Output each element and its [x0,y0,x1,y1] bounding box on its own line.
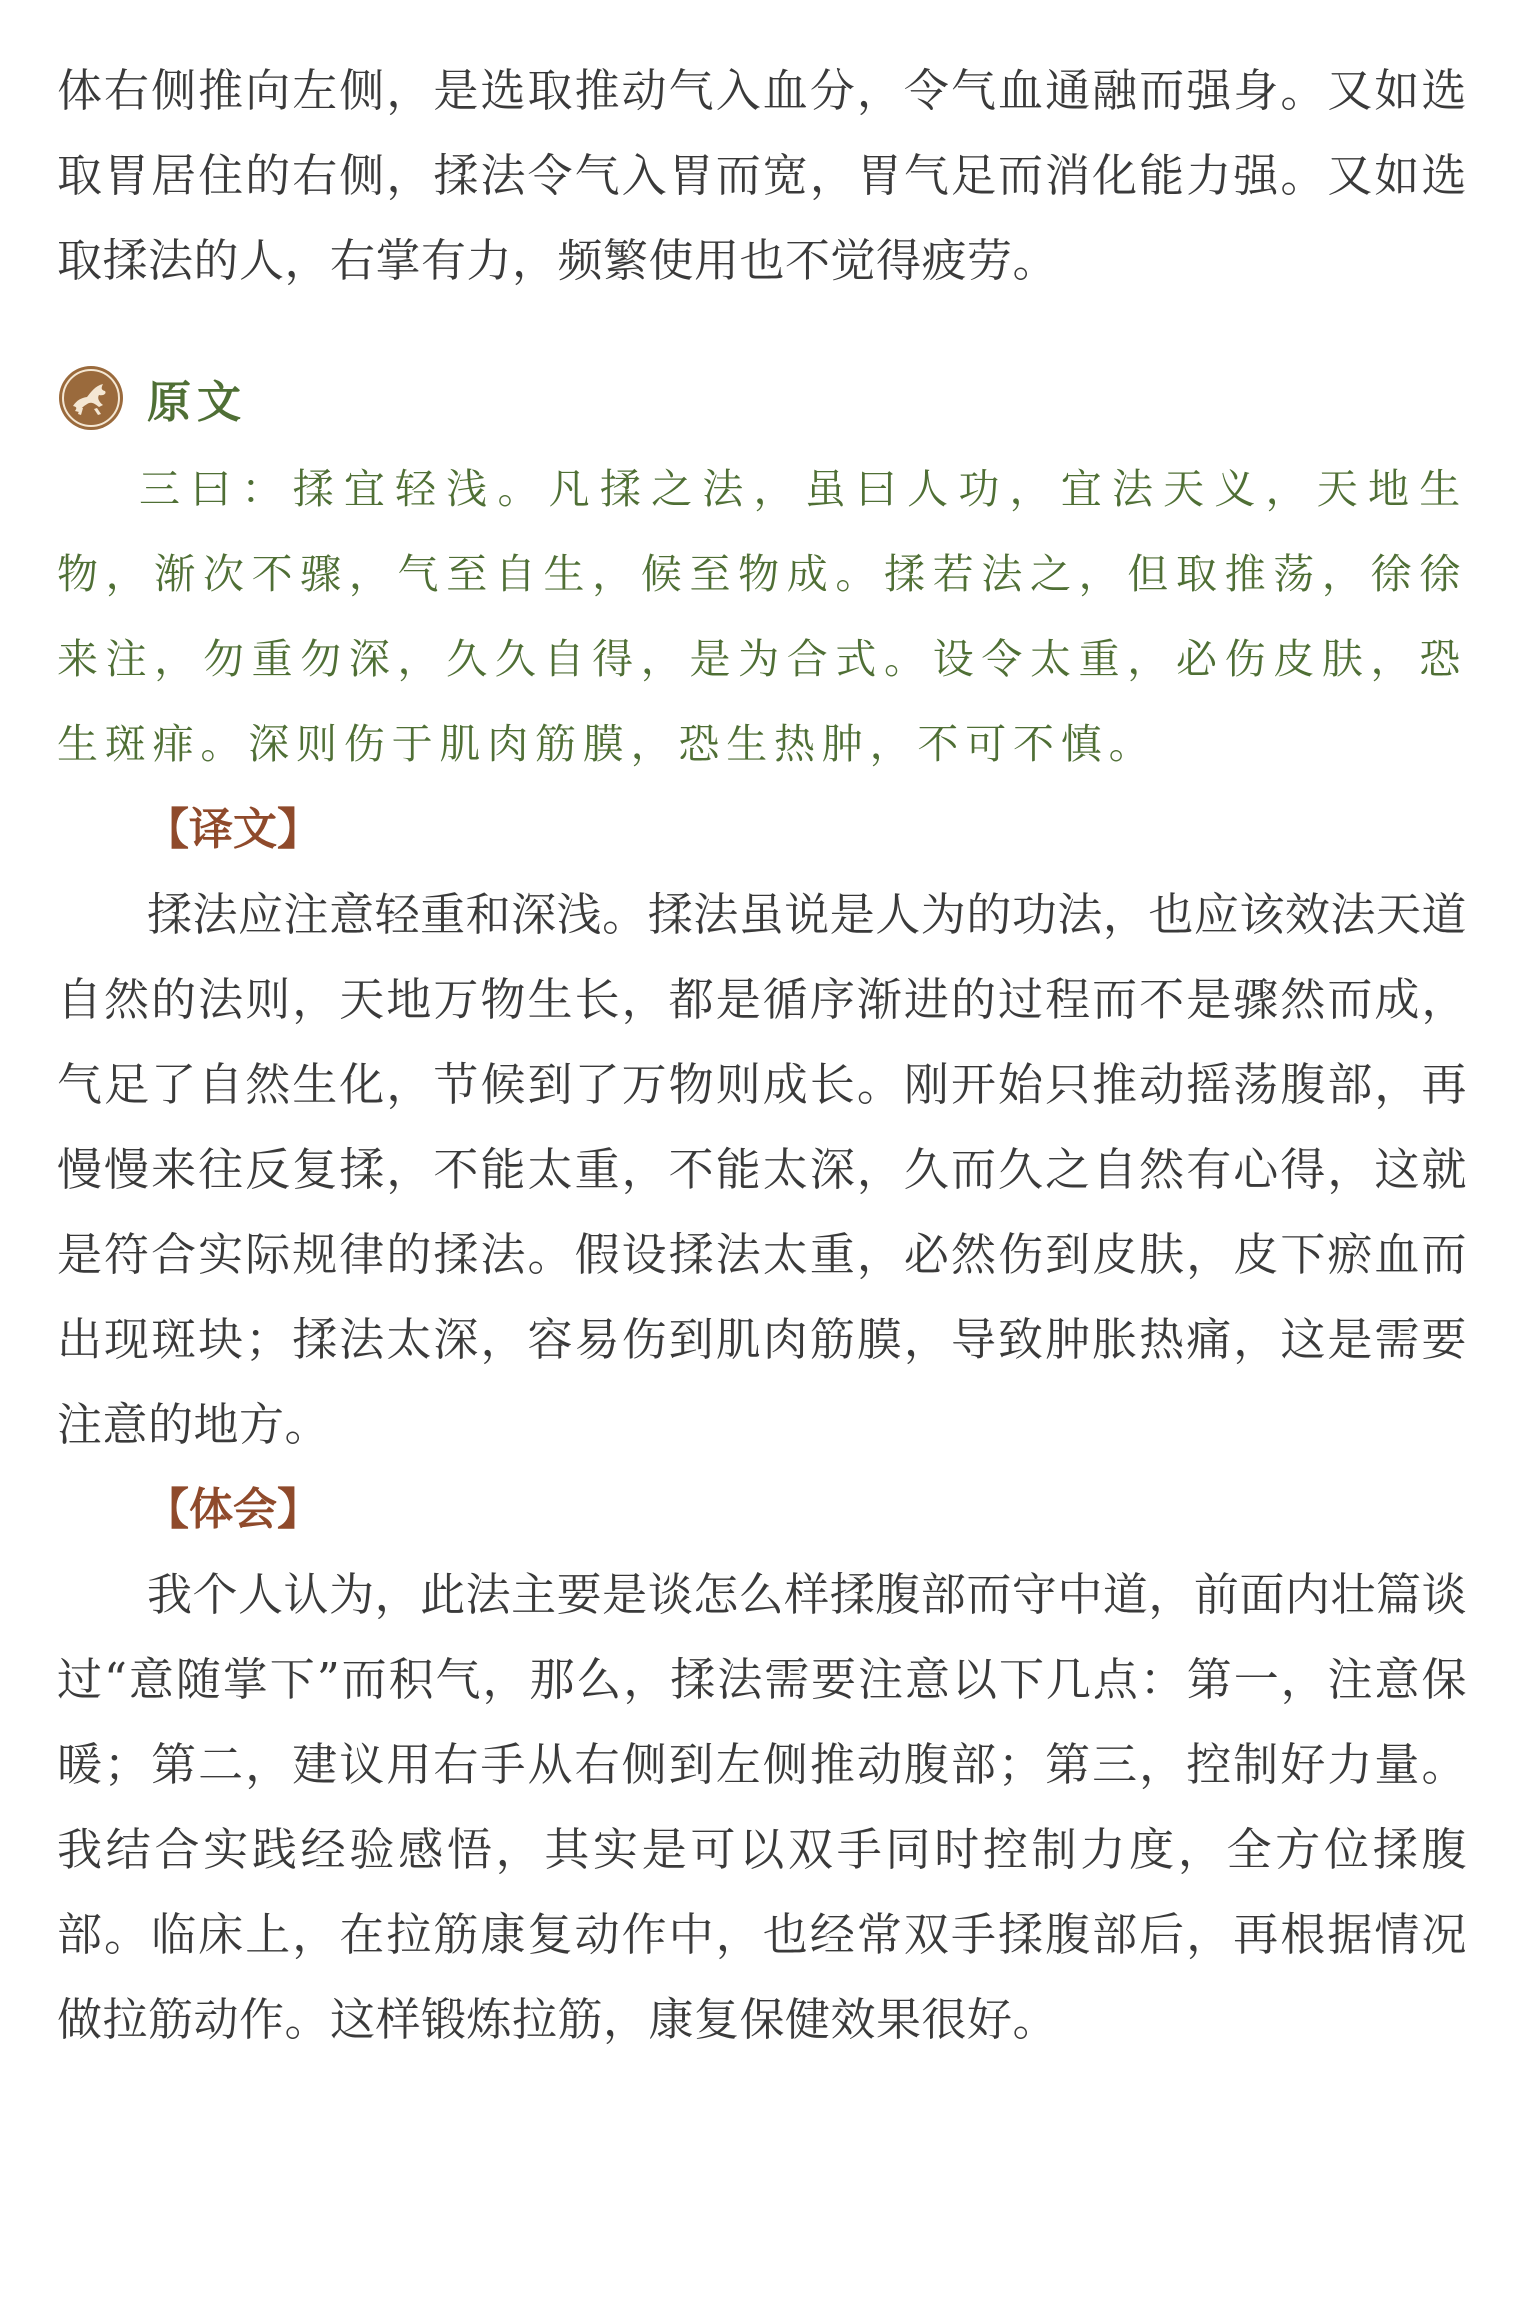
horse-seal-emblem-icon [57,364,125,432]
experience-heading-close-bracket: 】 [277,1484,321,1535]
intro-paragraph: 体右侧推向左侧，是选取推动气入血分，令气血通融而强身。又如选取胃居住的右侧，揉法令气入胃而宽，胃气足而消化能力强。又如选取揉法的人，右掌有力，频繁使用也不觉得疲劳。 [57,64,1467,287]
translation-heading-open-bracket: 【 [145,804,189,855]
translation-heading [57,787,1467,872]
classical-text: 三曰：揉宜轻浅。凡揉之法，虽曰人功，宜法天义，天地生物，渐次不骤，气至自生，候至物成。揉若法之，但取推荡，徐徐来注，勿重勿深，久久自得，是为合式。设令太重，必伤皮肤，恐生斑痱。深则伤于肌肉筋膜，恐生热肿，不可不慎。 [57,465,1467,768]
experience-body: 我个人认为，此法主要是谈怎么样揉腹部而守中道，前面内壮篇谈过“意随掌下”而积气，那么，揉法需要注意以下几点：第一，注意保暖；第二，建议用右手从右侧到左侧推动腹部；第三，控制好力量。我结合实践经验感悟，其实是可以双手同时控制力度，全方位揉腹部。临床上，在拉筋康复动作中，也经常双手揉腹部后，再根据情况做拉筋动作。这样锻炼拉筋，康复保健效果很好。 [57,1568,1467,2046]
section-title: 原文 [147,377,247,428]
document-page [57,48,1467,2062]
section-heading [57,353,1467,443]
translation-body: 揉法应注意轻重和深浅。揉法虽说是人为的功法，也应该效法天道自然的法则，天地万物生长，都是循序渐进的过程而不是骤然而成，气足了自然生化，节候到了万物则成长。刚开始只推动摇荡腹部，再慢慢来往反复揉，不能太重，不能太深，久而久之自然有心得，这就是符合实际规律的揉法。假设揉法太重，必然伤到皮肤，皮下瘀血而出现斑块；揉法太深，容易伤到肌肉筋膜，导致肿胀热痛，这是需要注意的地方。 [57,888,1467,1451]
translation-heading-close-bracket: 】 [277,804,321,855]
experience-heading-open-bracket: 【 [145,1484,189,1535]
experience-heading [57,1467,1467,1552]
experience-heading-label: 体会 [189,1484,277,1535]
translation-heading-label: 译文 [189,804,277,855]
